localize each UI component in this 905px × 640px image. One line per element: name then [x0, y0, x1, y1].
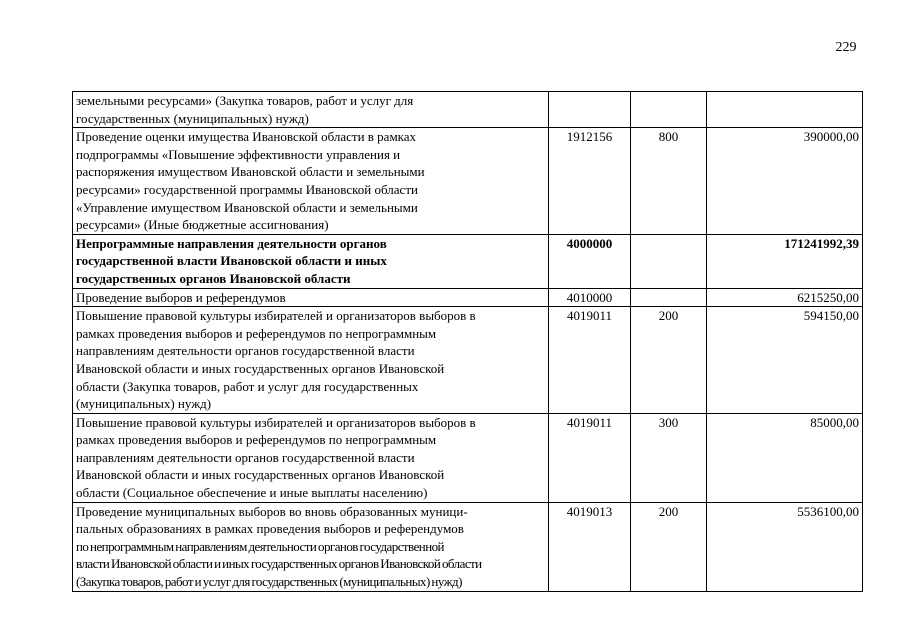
item-name-line: рамках проведения выборов и референдумов по непрограммным [76, 432, 437, 448]
budget-table [72, 91, 863, 592]
expense-type-code: 800 [631, 128, 707, 235]
item-name-cell [73, 502, 549, 591]
amount-cell: 594150,00 [707, 307, 863, 414]
item-name-line: Проведение оценки имущества Ивановской области в рамках [76, 129, 417, 145]
target-article-code: 4000000 [549, 234, 631, 288]
item-name-line: (муниципальных) нужд) [76, 396, 212, 412]
item-name-cell [73, 307, 549, 414]
item-name-line: Повышение правовой культуры избирателей и организаторов выборов в [76, 414, 476, 430]
item-name-line: области (Социальное обеспечение и иные выплаты населению) [76, 485, 428, 501]
target-article-code: 4010000 [549, 288, 631, 307]
amount-cell: 5536100,00 [707, 502, 863, 591]
item-name-line: Ивановской области и иных государственных органов Ивановской [76, 467, 445, 483]
table-row [73, 92, 863, 128]
item-name-line: (Закупка товаров, работ и услуг для государственных (муниципальных) нужд) [76, 574, 462, 590]
table-row [73, 288, 863, 307]
amount-cell [707, 92, 863, 128]
target-article-code: 1912156 [549, 128, 631, 235]
item-name-line: Проведение муниципальных выборов во вновь образованных муници- [76, 503, 468, 519]
item-name-line: Ивановской области и иных государственных органов Ивановской [76, 360, 445, 376]
item-name-line: пальных образованиях в рамках проведения выборов и референдумов [76, 521, 464, 537]
item-name-line: направлениям деятельности органов государственной власти [76, 449, 415, 465]
item-name-line: рамках проведения выборов и референдумов по непрограммным [76, 325, 437, 341]
expense-type-code [631, 288, 707, 307]
item-name-line: государственных органов Ивановской области [76, 270, 351, 286]
table-row [73, 502, 863, 591]
amount-cell: 390000,00 [707, 128, 863, 235]
table-row [73, 307, 863, 414]
item-name-line: земельными ресурсами» (Закупка товаров, работ и услуг для [76, 93, 414, 108]
target-article-code: 4019013 [549, 502, 631, 591]
amount-cell: 85000,00 [707, 413, 863, 502]
item-name-line: Непрограммные направления деятельности органов [76, 235, 387, 251]
item-name-cell [73, 234, 549, 288]
item-name-line: «Управление имуществом Ивановской области и земельными [76, 199, 418, 215]
item-name-cell [73, 288, 549, 307]
expense-type-code: 200 [631, 307, 707, 414]
item-name-cell [73, 92, 549, 128]
item-name-line: ресурсами» (Иные бюджетные ассигнования) [76, 217, 329, 233]
table-row [73, 128, 863, 235]
expense-type-code: 300 [631, 413, 707, 502]
amount-cell: 6215250,00 [707, 288, 863, 307]
table-row-section-total [73, 234, 863, 288]
item-name-line: направлениям деятельности органов государственной власти [76, 343, 415, 359]
item-name-line: ресурсами» государственной программы Ивановской области [76, 181, 418, 197]
target-article-code: 4019011 [549, 307, 631, 414]
item-name-line: государственных (муниципальных) нужд) [76, 110, 309, 126]
item-name-line: власти Ивановской области и иных государственных органов Ивановской области [76, 556, 482, 572]
expense-type-code [631, 92, 707, 128]
item-name-cell [73, 128, 549, 235]
expense-type-code: 200 [631, 502, 707, 591]
target-article-code [549, 92, 631, 128]
item-name-line: Проведение выборов и референдумов [76, 289, 286, 305]
expense-type-code [631, 234, 707, 288]
item-name-line: подпрограммы «Повышение эффективности управления и [76, 146, 401, 162]
page-number: 229 [835, 40, 857, 55]
item-name-line: по непрограммным направлениям деятельности органов государственной [76, 538, 444, 554]
amount-cell: 171241992,39 [707, 234, 863, 288]
item-name-line: государственной власти Ивановской области и иных [76, 253, 387, 269]
table-row [73, 413, 863, 502]
item-name-cell [73, 413, 549, 502]
item-name-line: распоряжения имуществом Ивановской области и земельными [76, 164, 425, 180]
target-article-code: 4019011 [549, 413, 631, 502]
item-name-line: области (Закупка товаров, работ и услуг для государственных [76, 378, 419, 394]
item-name-line: Повышение правовой культуры избирателей и организаторов выборов в [76, 308, 476, 324]
